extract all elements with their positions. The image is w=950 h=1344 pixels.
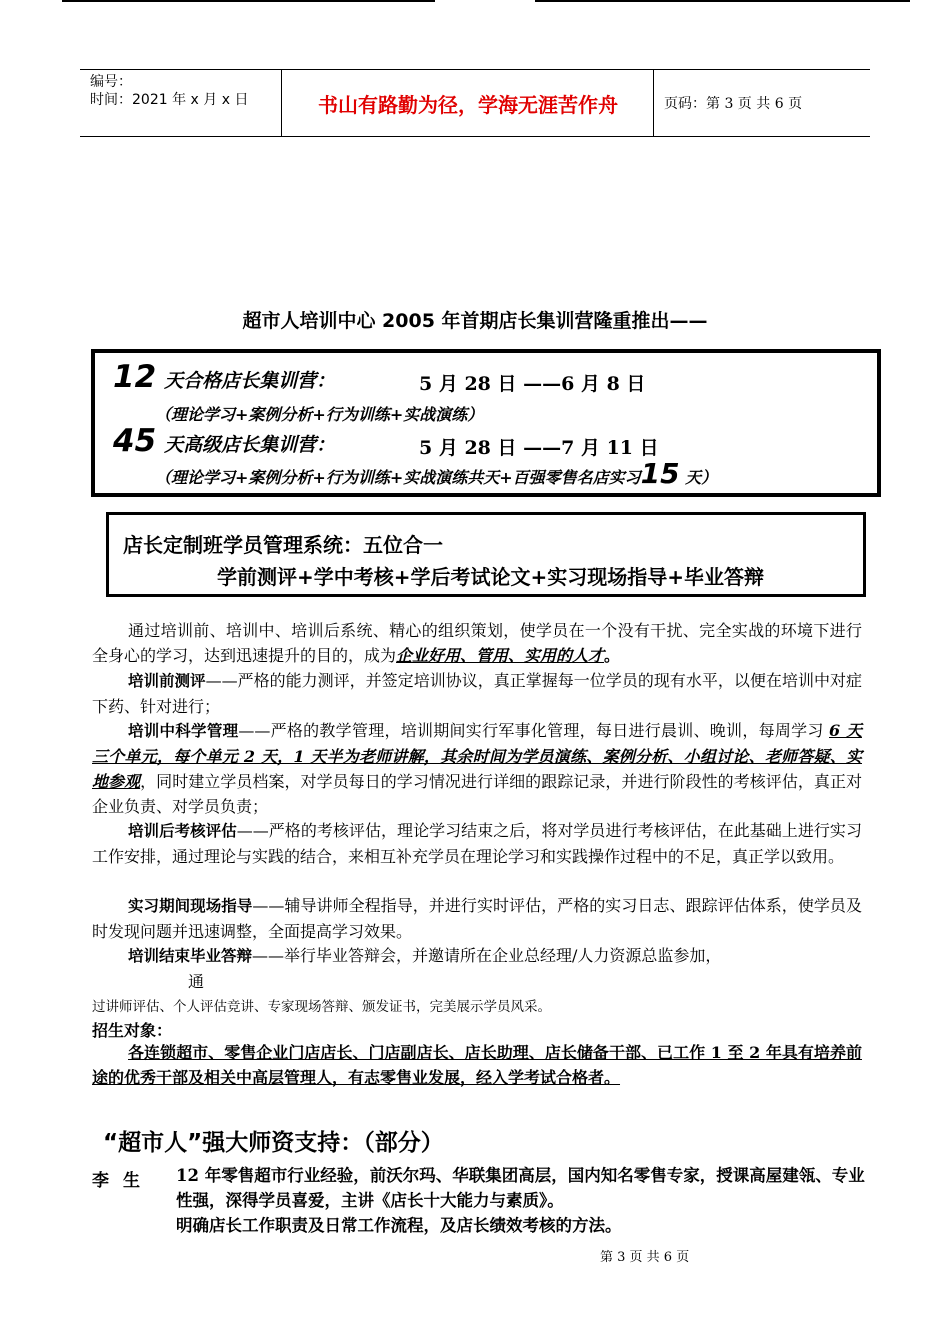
teachers-heading: “超市人”强大师资支持：（部分） (103, 1130, 444, 1156)
camp2-paren-a: （理论学习+案例分析+行为训练+实战演练共天+百强零售名店实习 (155, 468, 641, 487)
camp1-title: 天合格店长集训营： (164, 370, 336, 392)
recruit-text: 各连锁超市、零售企业门店店长、门店副店长、店长助理、店长储备干部、已工作 1 至 2 年具有培养前途的优秀干部及相关中高层管理人，有志零售业发展，经入学考试合格者。 (92, 1043, 862, 1087)
paragraph-onsite-guidance (92, 893, 862, 944)
post-assessment-heading: 培训后考核评估 (128, 822, 237, 840)
teacher-desc-2: 明确店长工作职责及日常工作流程，及店长绩效考核的方法。 (176, 1216, 622, 1235)
intro-end: 。 (604, 647, 620, 665)
camp2-paren-b: 天） (679, 468, 718, 487)
pre-assessment-text: ——严格的能力测评，并签定培训协议，真正掌握每一位学员的现有水平，以便在培训中对症下药、针对进行； (92, 671, 862, 716)
recruit-heading: 招生对象： (92, 1021, 173, 1040)
page-headline: 超市人培训中心 2005 年首期店长集训营隆重推出—— (242, 310, 708, 332)
post-assessment-text: ——严格的考核评估，理论学习结束之后，将对学员进行考核评估，在此基础上进行实习工作安排，通过理论与实践的结合，来相互补充学员在理论学习和实践操作过程中的不足，真正学以致用。 (92, 821, 862, 866)
header-meta (80, 70, 282, 136)
camp1-paren: （理论学习+案例分析+行为训练+实战演练） (155, 405, 484, 424)
teacher-desc-1: 12 年零售超市行业经验，前沃尔玛、华联集团高层，国内知名零售专家，授课高屋建瓴、专业性强，深得学员喜爱，主讲《店长十大能力与素质》。 (176, 1166, 865, 1210)
page-header (80, 69, 870, 137)
graduation-continuation: 过讲师评估、个人评估竞讲、专家现场答辩、颁发证书，完美展示学员风采。 (92, 999, 551, 1015)
paragraph-intro (92, 618, 862, 669)
management-heading: 培训中科学管理 (128, 722, 239, 740)
header-number: 编号： (90, 74, 132, 90)
camp2-row (113, 423, 335, 459)
camp1-dates: 5 月 28 日 ——6 月 8 日 (419, 373, 646, 395)
camp2-days: 45 (113, 423, 157, 459)
graduation-tong: 通 (188, 972, 205, 991)
system-line-2: 学前测评+学中考核+学后考试论文+实习现场指导+毕业答辩 (217, 565, 765, 589)
system-line-1: 店长定制班学员管理系统：五位合一 (123, 533, 443, 557)
camp-box (91, 349, 881, 497)
camp1-days: 12 (113, 359, 157, 395)
teacher-description (176, 1163, 866, 1238)
onsite-guidance-text: ——辅导讲师全程指导，并进行实时评估，严格的实习日志、跟踪评估体系，使学员及时发现问题并迅速调整，全面提高学习效果。 (92, 896, 862, 941)
camp2-dates: 5 月 28 日 ——7 月 11 日 (419, 437, 659, 459)
paragraph-pre-assessment (92, 668, 862, 719)
top-rule-left (62, 0, 435, 2)
onsite-guidance-heading: 实习期间现场指导 (128, 897, 253, 915)
top-rule-right (535, 0, 910, 2)
page-footer: 第 3 页 共 6 页 (600, 1250, 690, 1265)
paragraph-graduation (92, 943, 862, 969)
camp1-row (113, 359, 335, 395)
camp2-paren-num: 15 (640, 457, 680, 490)
management-emphasis: 6 天三个单元，每个单元 2 天，1 天半为老师讲解，其余时间为学员演练、案例分析、小组讨论、老师答疑、实地参观 (92, 721, 862, 791)
header-time: 时间：2021 年 x 月 x 日 (90, 92, 249, 108)
graduation-text: ——举行毕业答辩会，并邀请所在企业总经理/人力资源总监参加， (252, 946, 722, 965)
header-motto: 书山有路勤为径，学海无涯苦作舟 (283, 70, 654, 136)
teacher-name: 李生 (92, 1171, 154, 1191)
management-text-a: ——严格的教学管理，培训期间实行军事化管理，每日进行晨训、晚训，每周学习 (238, 721, 829, 740)
paragraph-management (92, 718, 862, 819)
pre-assessment-heading: 培训前测评 (128, 672, 206, 690)
graduation-heading: 培训结束毕业答辩 (128, 947, 253, 965)
header-page-number: 页码：第 3 页 共 6 页 (664, 96, 803, 112)
system-box (106, 512, 866, 597)
management-text-b: ，同时建立学员档案，对学员每日的学习情况进行详细的跟踪记录，并进行阶段性的考核评估，真正对企业负责、对学员负责； (92, 772, 862, 816)
camp2-paren (155, 457, 717, 490)
paragraph-post-assessment (92, 818, 862, 869)
camp2-title: 天高级店长集训营： (164, 434, 336, 456)
intro-text: 通过培训前、培训中、培训后系统、精心的组织策划，使学员在一个没有干扰、完全实战的环境下进行全身心的学习，达到迅速提升的目的，成为 (92, 621, 862, 665)
intro-emphasis: 企业好用、管用、实用的人才 (396, 646, 605, 665)
